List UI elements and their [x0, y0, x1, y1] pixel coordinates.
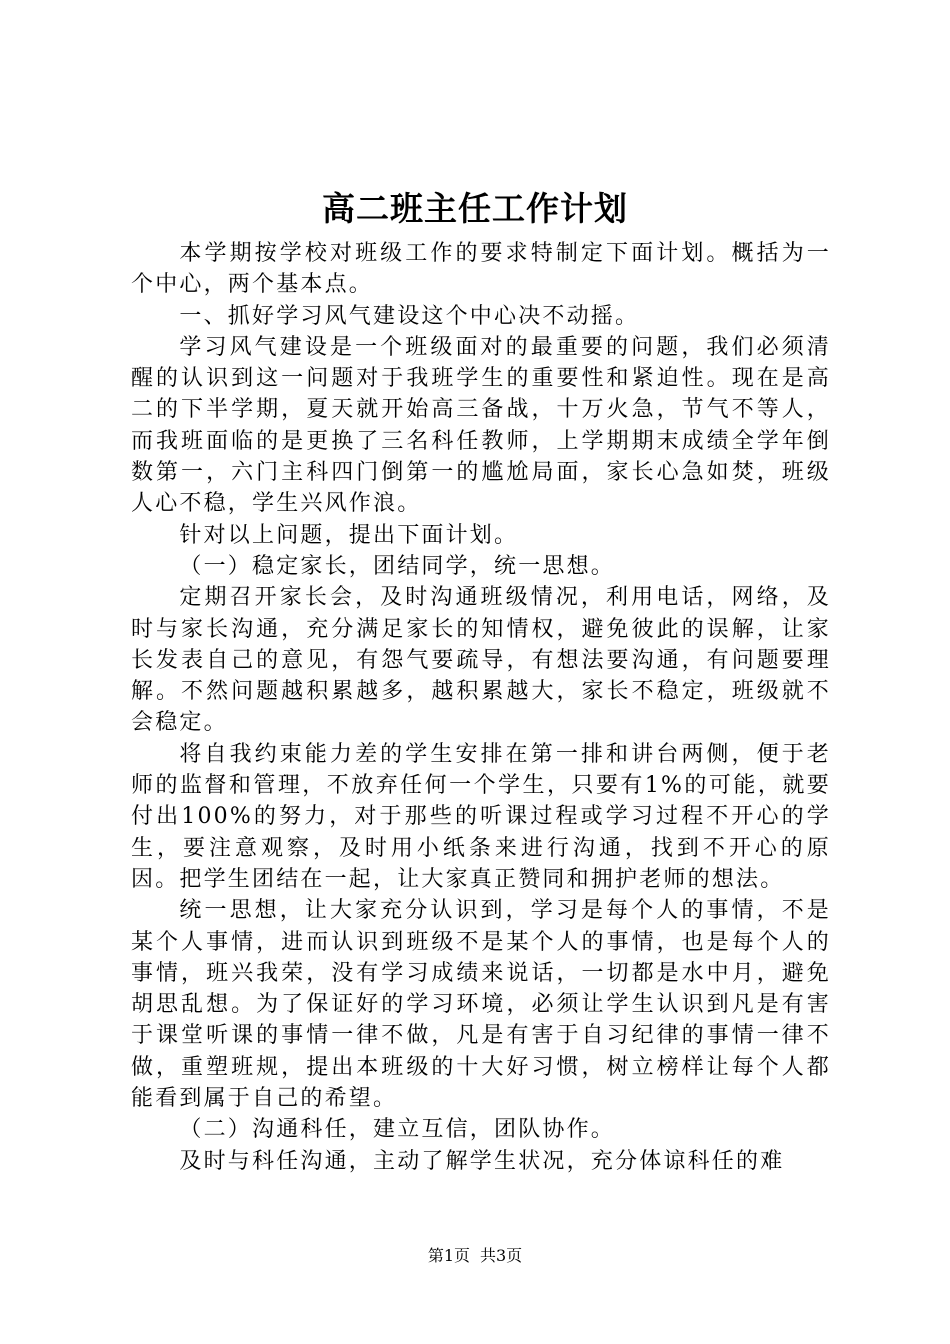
page-total: 共3页 [480, 1246, 523, 1265]
paragraph: 将自我约束能力差的学生安排在第一排和讲台两侧，便于老师的监督和管理，不放弃任何一个学生，只要有1%的可能，就要付出100%的努力，对于那些的听课过程或学习过程不开心的学生，要注意观察，及时用小纸条来进行沟通，找到不开心的原因。把学生团结在一起，让大家真正赞同和拥护老师的想法。 [131, 741, 831, 892]
subsection-heading: （二）沟通科任，建立互信，团队协作。 [179, 1117, 615, 1143]
paragraph: 统一思想，让大家充分认识到，学习是每个人的事情，不是某个人事情，进而认识到班级不是某个人的事情，也是每个人的事情，班兴我荣，没有学习成绩来说话，一切都是水中月，避免胡思乱想。为了保证好的学习环境，必须让学生认识到凡是有害于课堂听课的事情一律不做，凡是有害于自习纪律的事情一律不做，重塑班规，提出本班级的十大好习惯，树立榜样让每个人都能看到属于自己的希望。 [131, 898, 831, 1112]
subsection-heading: （一）稳定家长，团结同学，统一思想。 [179, 553, 615, 579]
paragraph: 本学期按学校对班级工作的要求特制定下面计划。概括为一个中心，两个基本点。 [131, 241, 831, 298]
paragraph: 及时与科任沟通，主动了解学生状况，充分体谅科任的难 [179, 1148, 785, 1174]
document-body [131, 238, 831, 1177]
section-heading: 一、抓好学习风气建设这个中心决不动摇。 [179, 303, 640, 329]
page-number: 第1页 [427, 1246, 470, 1265]
document-title: 高二班主任工作计划 [322, 189, 628, 228]
paragraph: 学习风气建设是一个班级面对的最重要的问题，我们必须清醒的认识到这一问题对于我班学生的重要性和紧迫性。现在是高二的下半学期，夏天就开始高三备战，十万火急，节气不等人，而我班面临的是更换了三名科任教师，上学期期末成绩全学年倒数第一，六门主科四门倒第一的尴尬局面，家长心急如焚，班级人心不稳，学生兴风作浪。 [131, 334, 831, 517]
paragraph: 定期召开家长会，及时沟通班级情况，利用电话，网络，及时与家长沟通，充分满足家长的知情权，避免彼此的误解，让家长发表自己的意见，有怨气要疏导，有想法要沟通，有问题要理解。不然问题越积累越多，越积累越大，家长不稳定，班级就不会稳定。 [131, 585, 831, 736]
page-footer [0, 1244, 950, 1268]
paragraph: 针对以上问题，提出下面计划。 [179, 522, 519, 548]
